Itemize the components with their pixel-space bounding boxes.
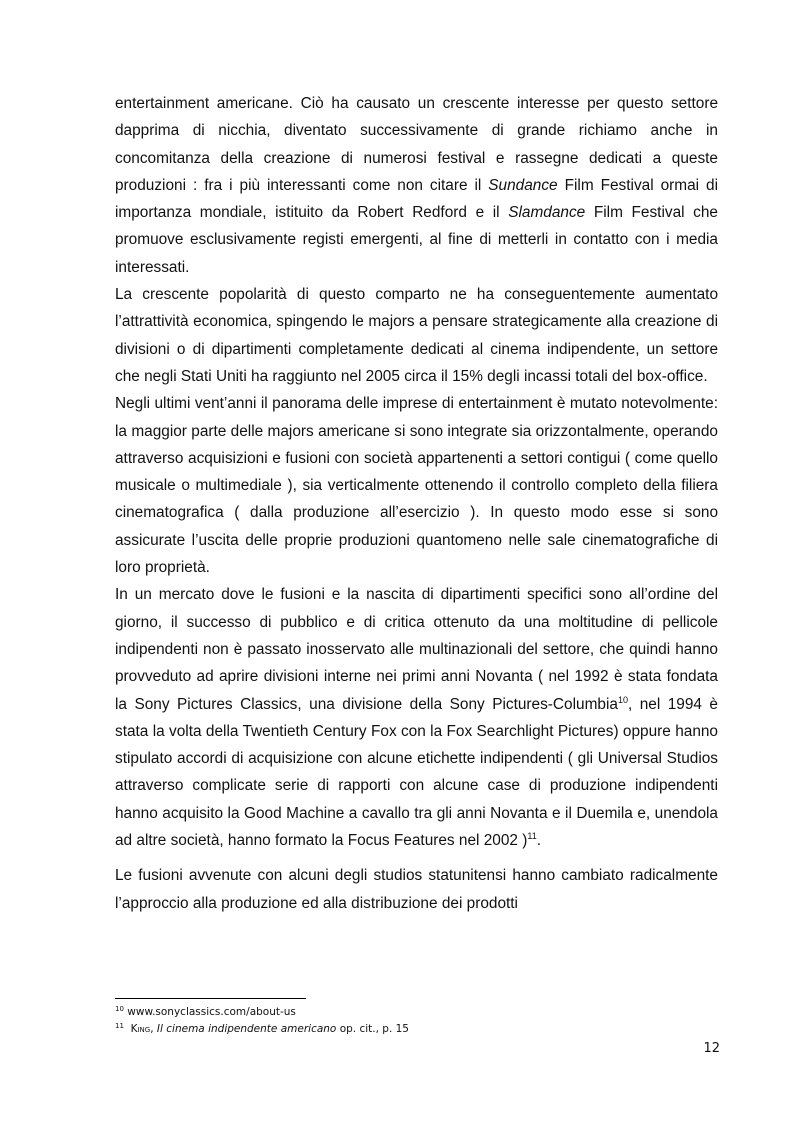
footnote-separator (115, 998, 306, 999)
page-number: 12 (703, 1041, 720, 1056)
italic-festival-name: Slamdance (508, 204, 586, 222)
footnote-10 (115, 1004, 715, 1021)
footnote-number: 10 (115, 1005, 124, 1013)
italic-festival-name: Sundance (488, 176, 558, 194)
body-text (115, 90, 718, 917)
text-span: Film Festival che promuove esclusivamente registi emergenti, al fine di metterli in contatto con i media interessati. (115, 204, 718, 276)
footnote-title: Il cinema indipendente americano (156, 1023, 337, 1035)
text-span: Film Festival ormai di importanza mondiale, istituito da Robert Redford e il (115, 176, 719, 222)
paragraph-3: Negli ultimi vent’anni il panorama delle imprese di entertainment è mutato notevolmente: la maggior parte delle majors americane si sono integrate sia orizzontalmente, operando attraverso acquisizioni e fusioni con società appartenenti a settori contigui ( come quello musicale o multimediale ), sia verticalmente ottenendo il controllo completo della filiera cinematografica ( dalla produzione all’esercizio ). In questo modo esse si sono assicurate l’uscita delle proprie produzioni quantomeno nelle sale cinematografiche di loro proprietà. (115, 395, 718, 577)
footnote-number: 11 (115, 1022, 124, 1030)
footnotes (115, 1004, 715, 1038)
text-span: , nel 1994 è stata la volta della Twentieth Century Fox con la Fox Searchlight Pictures) oppure hanno stipulato accordi di acquisizione con alcune etichette indipendenti ( gli Universal Studios attraverso complicate serie di rapporti con alcune case di produzione indipendenti hanno acquisito la Good Machine a cavallo tra gli anni Novanta e il Duemila e, unendola ad altre società, hanno formato la Focus Features nel 2002 ) (115, 695, 718, 850)
footnote-11 (115, 1021, 715, 1038)
paragraph-2: La crescente popolarità di questo comparto ne ha conseguentemente aumentato l’attrattività economica, spingendo le majors a pensare strategicamente alla creazione di divisioni o di dipartimenti completamente dedicati al cinema indipendente, un settore che negli Stati Uniti ha raggiunto nel 2005 circa il 15% degli incassi totali del box-office. (115, 286, 718, 385)
text-span: entertainment americane. Ciò ha causato un crescente interesse per questo settore dapprima di nicchia, diventato successivamente di grande richiamo anche in concomitanza della creazione di numerosi festival e rassegne dedicati a queste produzioni : fra i più interessanti come non citare il (115, 95, 718, 194)
footnote-url: www.sonyclassics.com/about-us (127, 1006, 296, 1018)
text-span: In un mercato dove le fusioni e la nascita di dipartimenti specifici sono all’ordine del giorno, il successo di pubblico e di critica ottenuto da una moltitudine di pellicole indipendenti non è passato inosservato alle multinazionali del settore, che quindi hanno provveduto ad aprire divisioni interne nei primi anni Novanta ( nel 1992 è stata fondata la Sony Pictures Classics, una divisione della Sony Pictures-Columbia (115, 586, 718, 713)
footnote-ref-10[interactable]: 10 (617, 694, 628, 705)
footnote-author: King (130, 1023, 151, 1035)
paragraph-1 (115, 90, 718, 281)
footnote-ref-11[interactable]: 11 (527, 831, 537, 842)
footnote-citation: op. cit., p. 15 (336, 1023, 409, 1035)
paragraph-5: Le fusioni avvenute con alcuni degli studios statunitensi hanno cambiato radicalmente l’approccio alla produzione ed alla distribuzione dei prodotti (115, 867, 718, 912)
text-span: . (536, 832, 541, 850)
footnote-separator-text: , (150, 1023, 157, 1035)
paragraph-4 (115, 581, 718, 854)
